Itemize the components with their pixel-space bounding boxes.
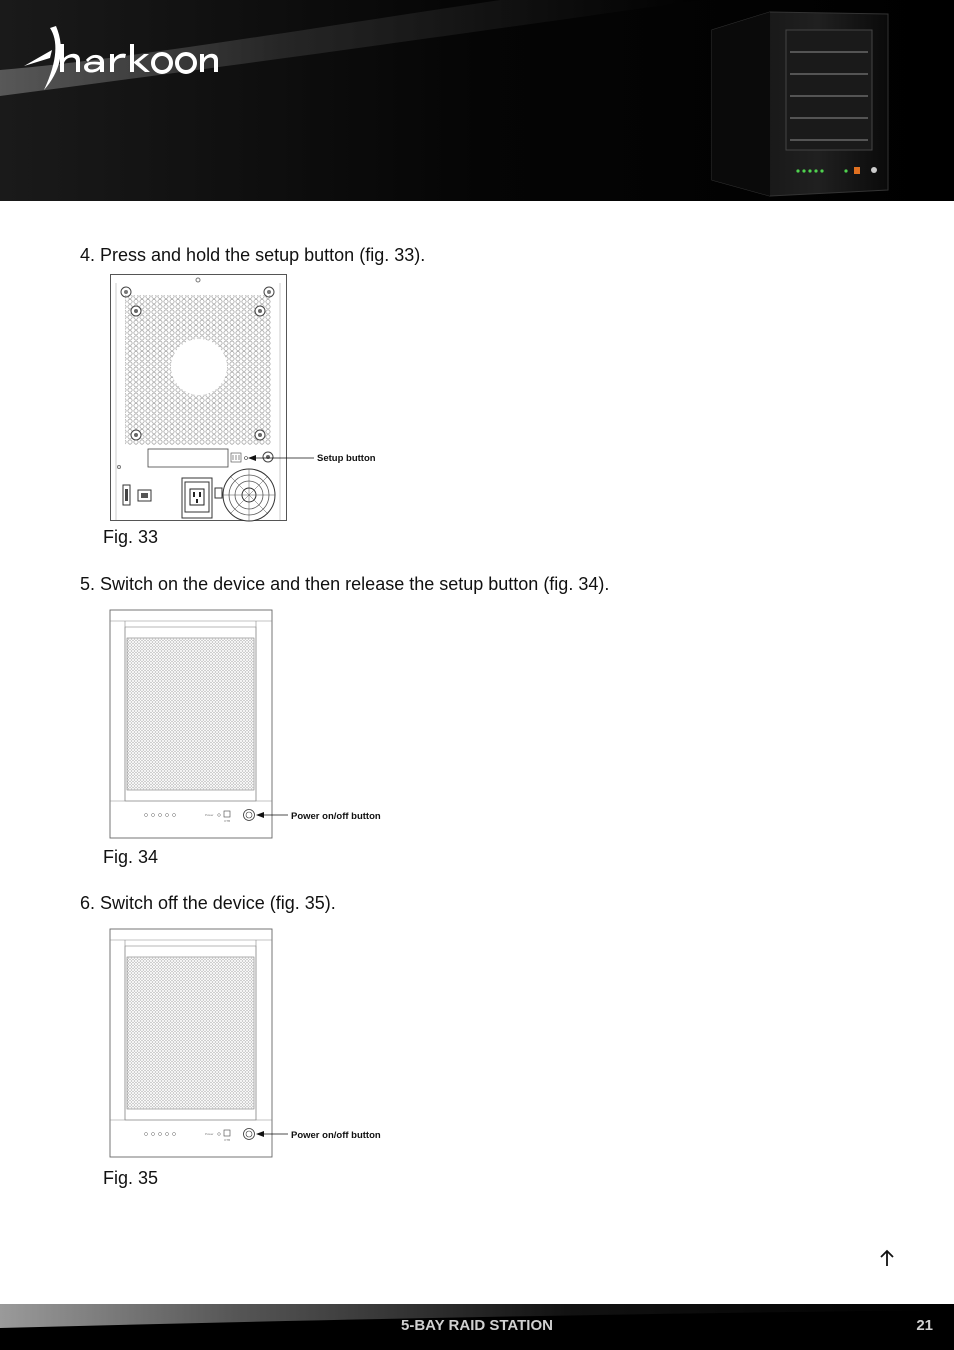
step-6-instruction: 6. Switch off the device (fig. 35). bbox=[80, 893, 336, 913]
step-4-instruction: 4. Press and hold the setup button (fig. 33). bbox=[80, 245, 426, 265]
svg-text:Power: Power bbox=[205, 813, 214, 817]
power-button-callout: Power on/off button bbox=[291, 1130, 381, 1141]
raid-station-product-photo bbox=[712, 12, 888, 196]
page-footer bbox=[0, 1304, 954, 1350]
footer-title: 5-BAY RAID STATION bbox=[401, 1317, 553, 1334]
fig-34-caption: Fig. 34 bbox=[103, 847, 159, 867]
svg-text:Power: Power bbox=[205, 1132, 214, 1136]
arrow-up-icon[interactable] bbox=[877, 1248, 897, 1268]
step-5-instruction: 5. Switch on the device and then release the setup button (fig. 34). bbox=[80, 574, 610, 594]
svg-text:OTB: OTB bbox=[224, 1138, 231, 1142]
fig-33-caption: Fig. 33 bbox=[103, 527, 159, 547]
setup-button-callout: Setup button bbox=[317, 453, 376, 464]
fig-35-front-diagram bbox=[109, 928, 379, 1160]
svg-text:OTB: OTB bbox=[224, 819, 231, 823]
fig-35-caption: Fig. 35 bbox=[103, 1168, 159, 1188]
fig-34-front-diagram bbox=[109, 609, 379, 841]
fig-33-rear-diagram bbox=[109, 273, 379, 523]
page-header bbox=[0, 0, 954, 201]
page-number: 21 bbox=[916, 1317, 933, 1334]
power-button-callout: Power on/off button bbox=[291, 811, 381, 822]
